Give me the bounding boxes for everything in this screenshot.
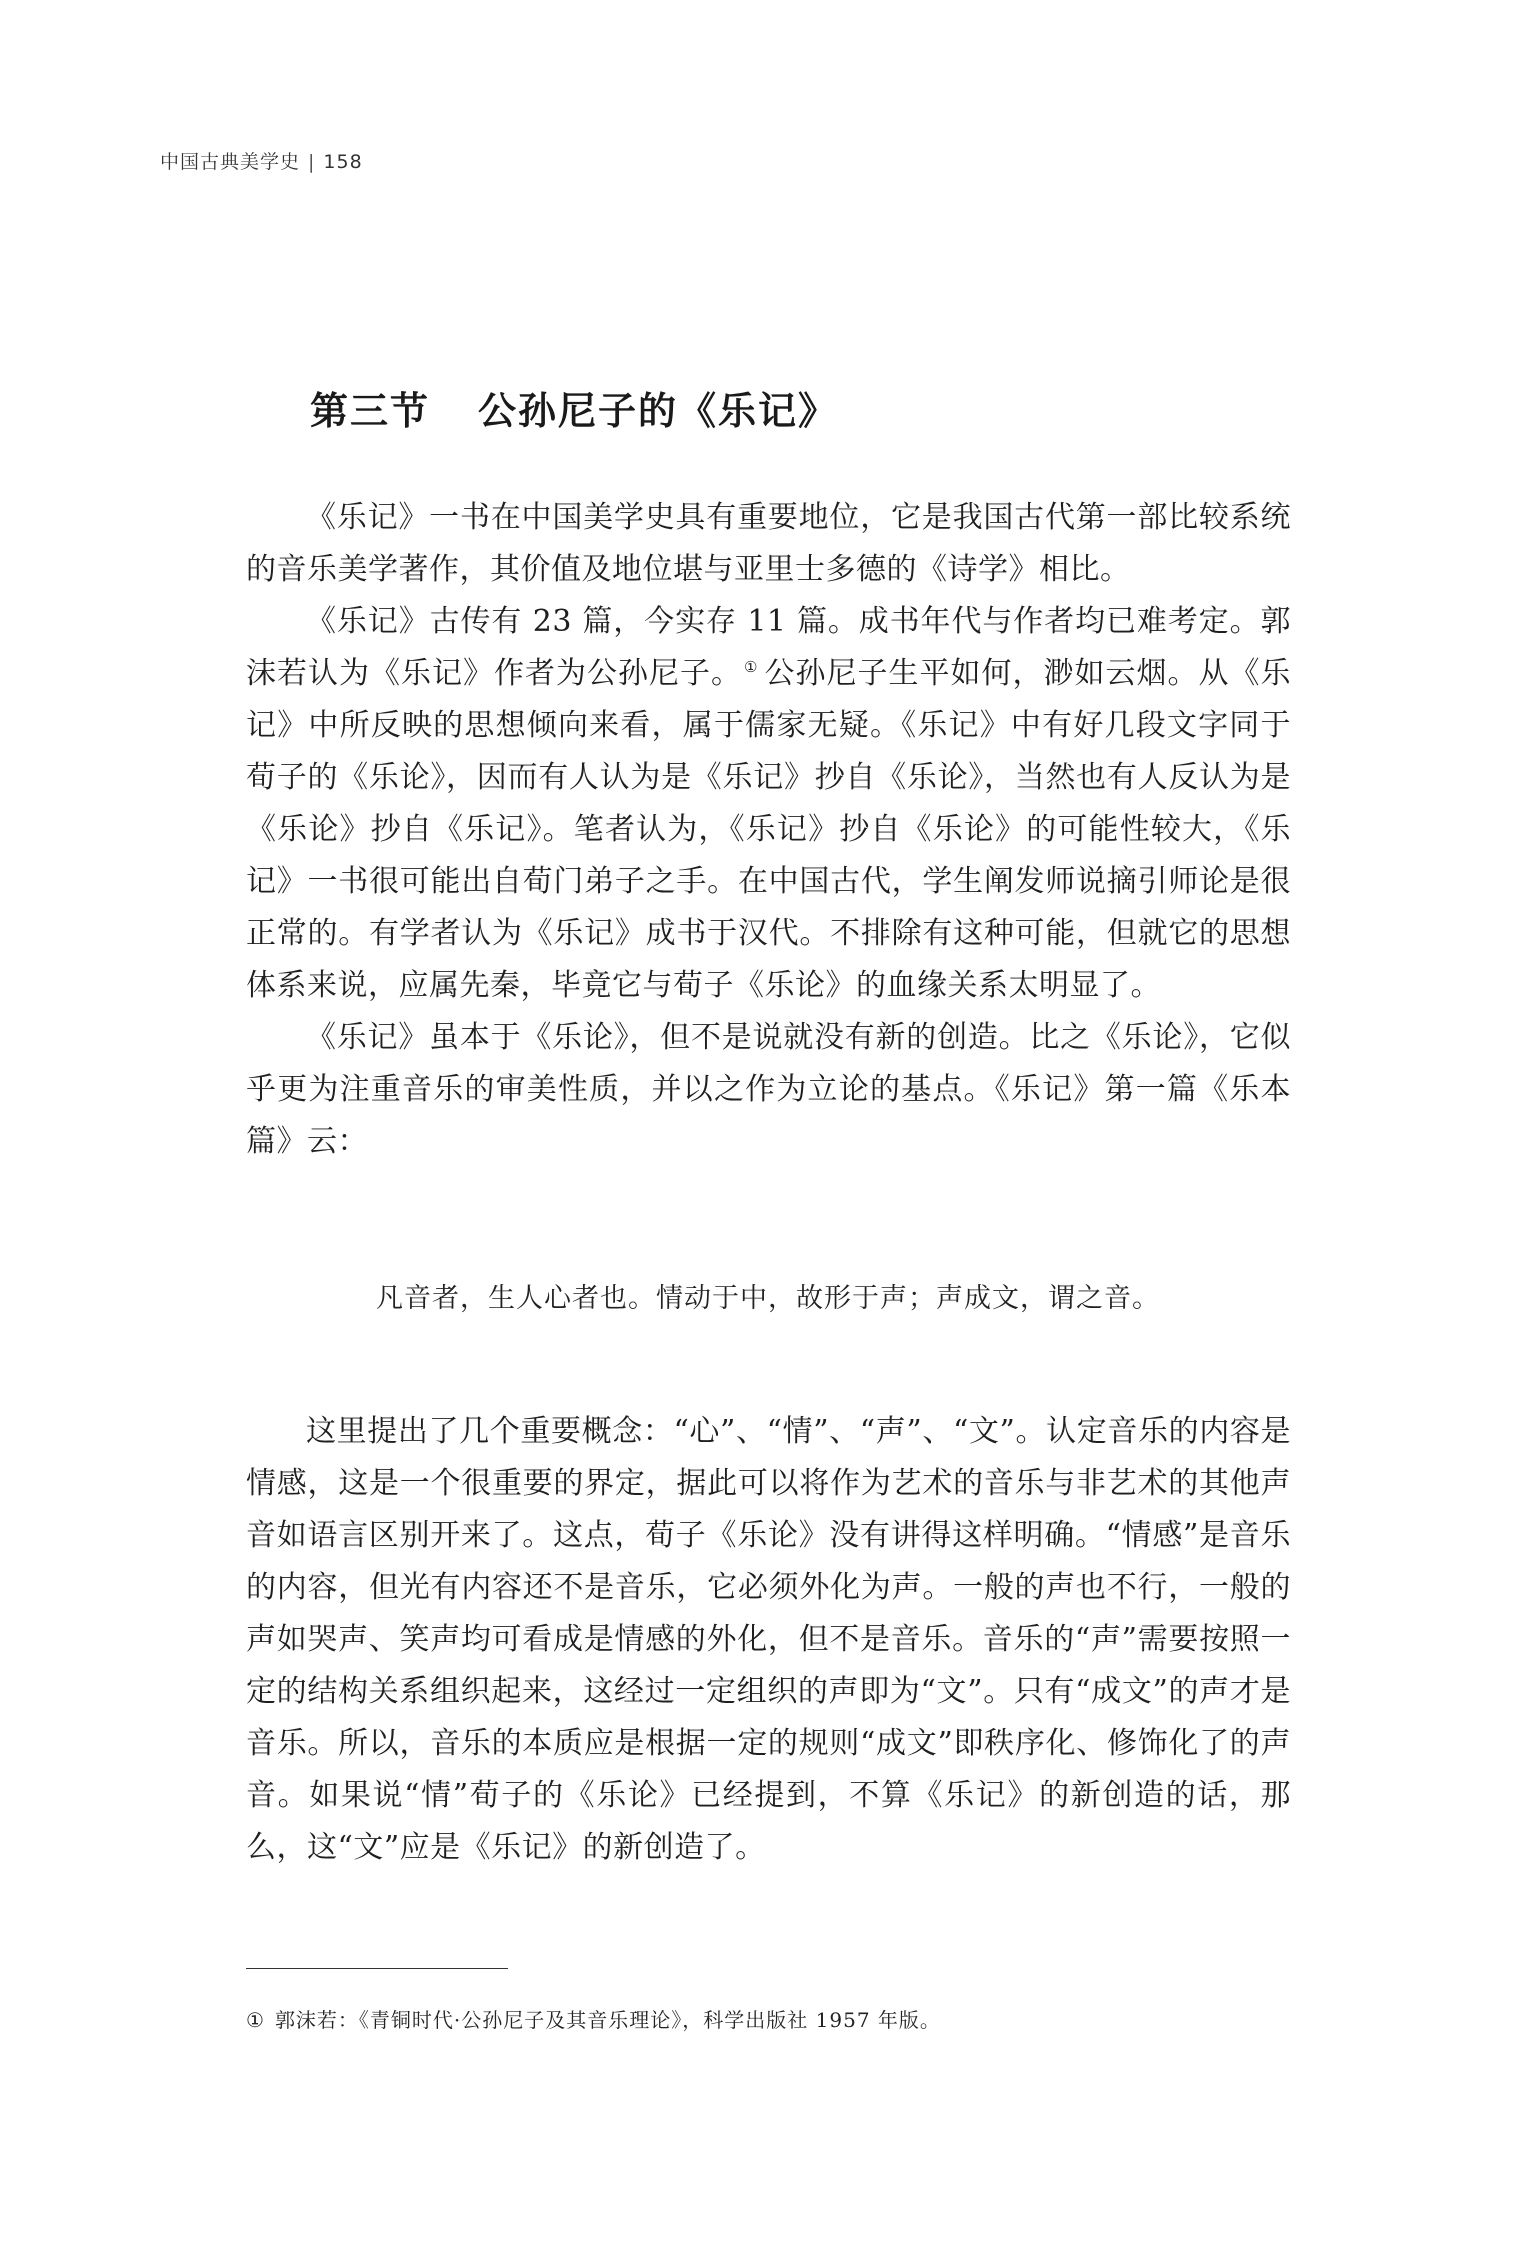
footnote-number: ①	[246, 2008, 265, 2032]
paragraph-text: 公孙尼子生平如何，渺如云烟。从《乐记》中所反映的思想倾向来看，属于儒家无疑。《乐记》中有好几段文字同于荀子的《乐论》，因而有人认为是《乐记》抄自《乐论》，当然也有人反认为是《乐论》抄自《乐记》。笔者认为，《乐记》抄自《乐论》的可能性较大，《乐记》一书很可能出自荀门弟子之手。在中国古代，学生阐发师说摘引师论是很正常的。有学者认为《乐记》成书于汉代。不排除有这种可能，但就它的思想体系来说，应属先秦，毕竟它与荀子《乐论》的血缘关系太明显了。	[246, 656, 1292, 1003]
section-number: 第三节	[310, 388, 431, 433]
page-number: 158	[323, 151, 363, 173]
running-head	[160, 147, 363, 174]
footnote	[246, 2004, 941, 2033]
section-heading	[310, 380, 838, 435]
header-separator: |	[308, 151, 316, 173]
paragraph: 《乐记》一书在中国美学史具有重要地位，它是我国古代第一部比较系统的音乐美学著作，其价值及地位堪与亚里士多德的《诗学》相比。	[246, 500, 1291, 587]
footnote-divider	[246, 1968, 508, 1969]
footnote-reference[interactable]: ①	[744, 658, 759, 676]
paragraph: 《乐记》虽本于《乐论》，但不是说就没有新的创造。比之《乐论》，它似乎更为注重音乐的审美性质，并以之作为立论的基点。《乐记》第一篇《乐本篇》云：	[246, 1020, 1291, 1159]
body-text-after-quote	[246, 1406, 1291, 1874]
paragraph-text: 《乐记》古传有 23 篇，今实存 11 篇。成书年代与作者均已难考定。郭沫若认为《乐记》作者为公孙尼子。	[246, 604, 1291, 691]
body-text-before-quote	[246, 492, 1291, 1168]
book-title: 中国古典美学史	[160, 151, 301, 173]
footnote-text: 郭沫若：《青铜时代·公孙尼子及其音乐理论》，科学出版社 1957 年版。	[274, 2008, 941, 2032]
block-quote: 凡音者，生人心者也。情动于中，故形于声；声成文，谓之音。	[376, 1283, 1160, 1314]
paragraph	[246, 596, 1291, 1012]
section-title: 公孙尼子的《乐记》	[478, 388, 839, 433]
paragraph: 这里提出了几个重要概念：“心”、“情”、“声”、“文”。认定音乐的内容是情感，这是一个很重要的界定，据此可以将作为艺术的音乐与非艺术的其他声音如语言区别开来了。这点，荀子《乐论》没有讲得这样明确。“情感”是音乐的内容，但光有内容还不是音乐，它必须外化为声。一般的声也不行，一般的声如哭声、笑声均可看成是情感的外化，但不是音乐。音乐的“声”需要按照一定的结构关系组织起来，这经过一定组织的声即为“文”。只有“成文”的声才是音乐。所以，音乐的本质应是根据一定的规则“成文”即秩序化、修饰化了的声音。如果说“情”荀子的《乐论》已经提到，不算《乐记》的新创造的话，那么，这“文”应是《乐记》的新创造了。	[246, 1414, 1291, 1865]
